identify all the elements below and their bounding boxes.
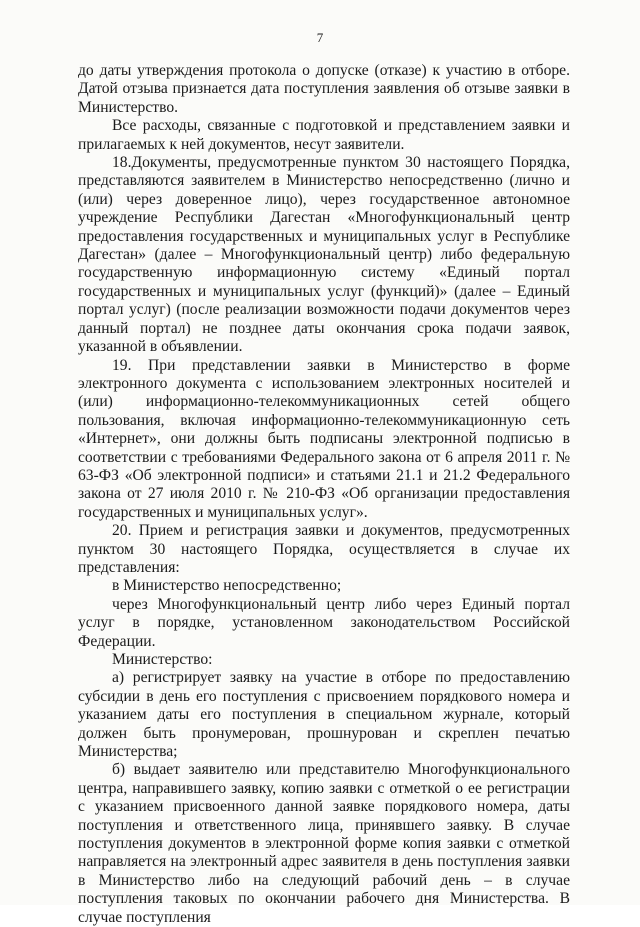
list-item-mfc-portal: через Многофункциональный центр либо через Единый портал услуг в порядке, установленном законодательством Российской Федерации.	[78, 595, 570, 650]
list-item-b: б) выдает заявителю или представителю Многофункционального центра, направившего заявку, копию заявки с отметкой о ее регистрации с указанием присвоенного данной заявке порядкового номера, даты поступления и ответственного лица, принявшего заявку. В случае поступления документов в электронной форме копия заявки с отметкой направляется на электронный адрес заявителя в день поступления заявки в Министерство либо на следующий рабочий день – в случае поступления таковых по окончании рабочего дня Министерства. В случае поступления	[78, 761, 570, 926]
paragraph-expenses: Все расходы, связанные с подготовкой и представлением заявки и прилагаемых к ней документов, несут заявители.	[78, 117, 570, 153]
paragraph-18: 18.Документы, предусмотренные пунктом 30 настоящего Порядка, представляются заявителем в Министерство непосредственно (лично и (или) через доверенное лицо), через государственное автономное учреждение Республики Дагестан «Многофункциональный центр предоставления государственных и муниципальных услуг в Республике Дагестан» (далее – Многофункциональный центр) либо федеральную государственную информационную систему «Единый портал государственных и муниципальных услуг (функций)» (далее – Единый портал услуг) (после реализации возможности подачи документов через данный портал) не позднее даты окончания срока подачи заявок, указанной в объявлении.	[78, 154, 570, 356]
paragraph-ministry-heading: Министерство:	[112, 651, 213, 668]
list-item-ministry-direct: в Министерство непосредственно;	[112, 577, 342, 595]
list-item-a: а) регистрирует заявку на участие в отборе по предоставлению субсидии в день его поступления с присвоением порядкового номера и указанием даты его поступления в специальном журнале, который должен быть пронумерован, прошнурован и скреплен печатью Министерства;	[78, 669, 570, 761]
paragraph-continuation: до даты утверждения протокола о допуске (отказе) к участию в отборе. Датой отзыва признается дата поступления заявления об отзыве заявки в Министерство.	[78, 62, 570, 116]
paragraph-20: 20. Прием и регистрация заявки и документов, предусмотренных пунктом 30 настоящего Порядка, осуществляется в случае их представления:	[78, 522, 570, 576]
document-body	[78, 62, 570, 927]
paragraph-19: 19. При представлении заявки в Министерство в форме электронного документа с использованием электронных носителей и (или) информационно-телекоммуникационных сетей общего пользования, включая информационно-телекоммуникационную сеть «Интернет», они должны быть подписаны электронной подписью в соответствии с требованиями Федерального закона от 6 апреля 2011 г. № 63-ФЗ «Об электронной подписи» и статьями 21.1 и 21.2 Федерального закона от 27 июля 2010 г. № 210-ФЗ «Об организации предоставления государственных и муниципальных услуг».	[78, 356, 570, 521]
page-number: 7	[316, 30, 324, 45]
